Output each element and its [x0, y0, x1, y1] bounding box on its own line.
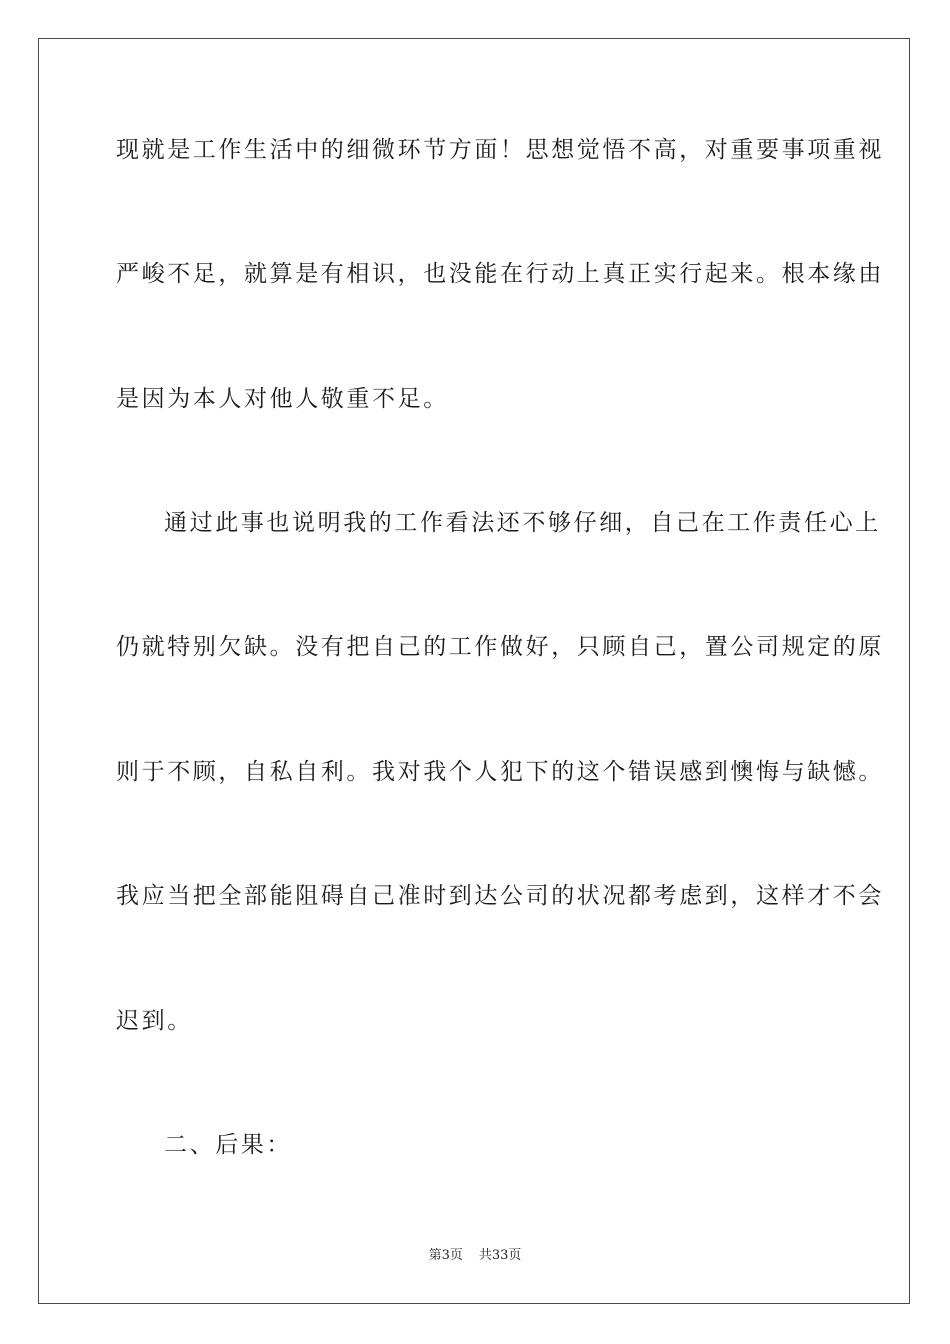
page-border: [38, 38, 910, 1304]
text-line-8: 迟到。: [116, 1008, 193, 1034]
page-number: 第3页: [428, 1248, 463, 1263]
text-line-4: 通过此事也说明我的工作看法还不够仔细，自己在工作责任心上: [164, 510, 881, 536]
page-footer: [0, 1247, 950, 1265]
text-line-5: 仍就特别欠缺。没有把自己的工作做好，只顾自己，置公司规定的原: [116, 634, 884, 660]
text-line-6: 则于不顾，自私自利。我对我个人犯下的这个错误感到懊悔与缺憾。: [116, 759, 884, 785]
text-line-3: 是因为本人对他人敬重不足。: [116, 386, 449, 412]
text-line-7: 我应当把全部能阻碍自己准时到达公司的状况都考虑到，这样才不会: [116, 883, 884, 909]
section-heading: 二、后果：: [164, 1132, 292, 1158]
page-total: 共33页: [478, 1248, 522, 1263]
text-line-1: 现就是工作生活中的细微环节方面！思想觉悟不高，对重要事项重视: [116, 137, 884, 163]
text-line-2: 严峻不足，就算是有相识，也没能在行动上真正实行起来。根本缘由: [116, 261, 884, 287]
